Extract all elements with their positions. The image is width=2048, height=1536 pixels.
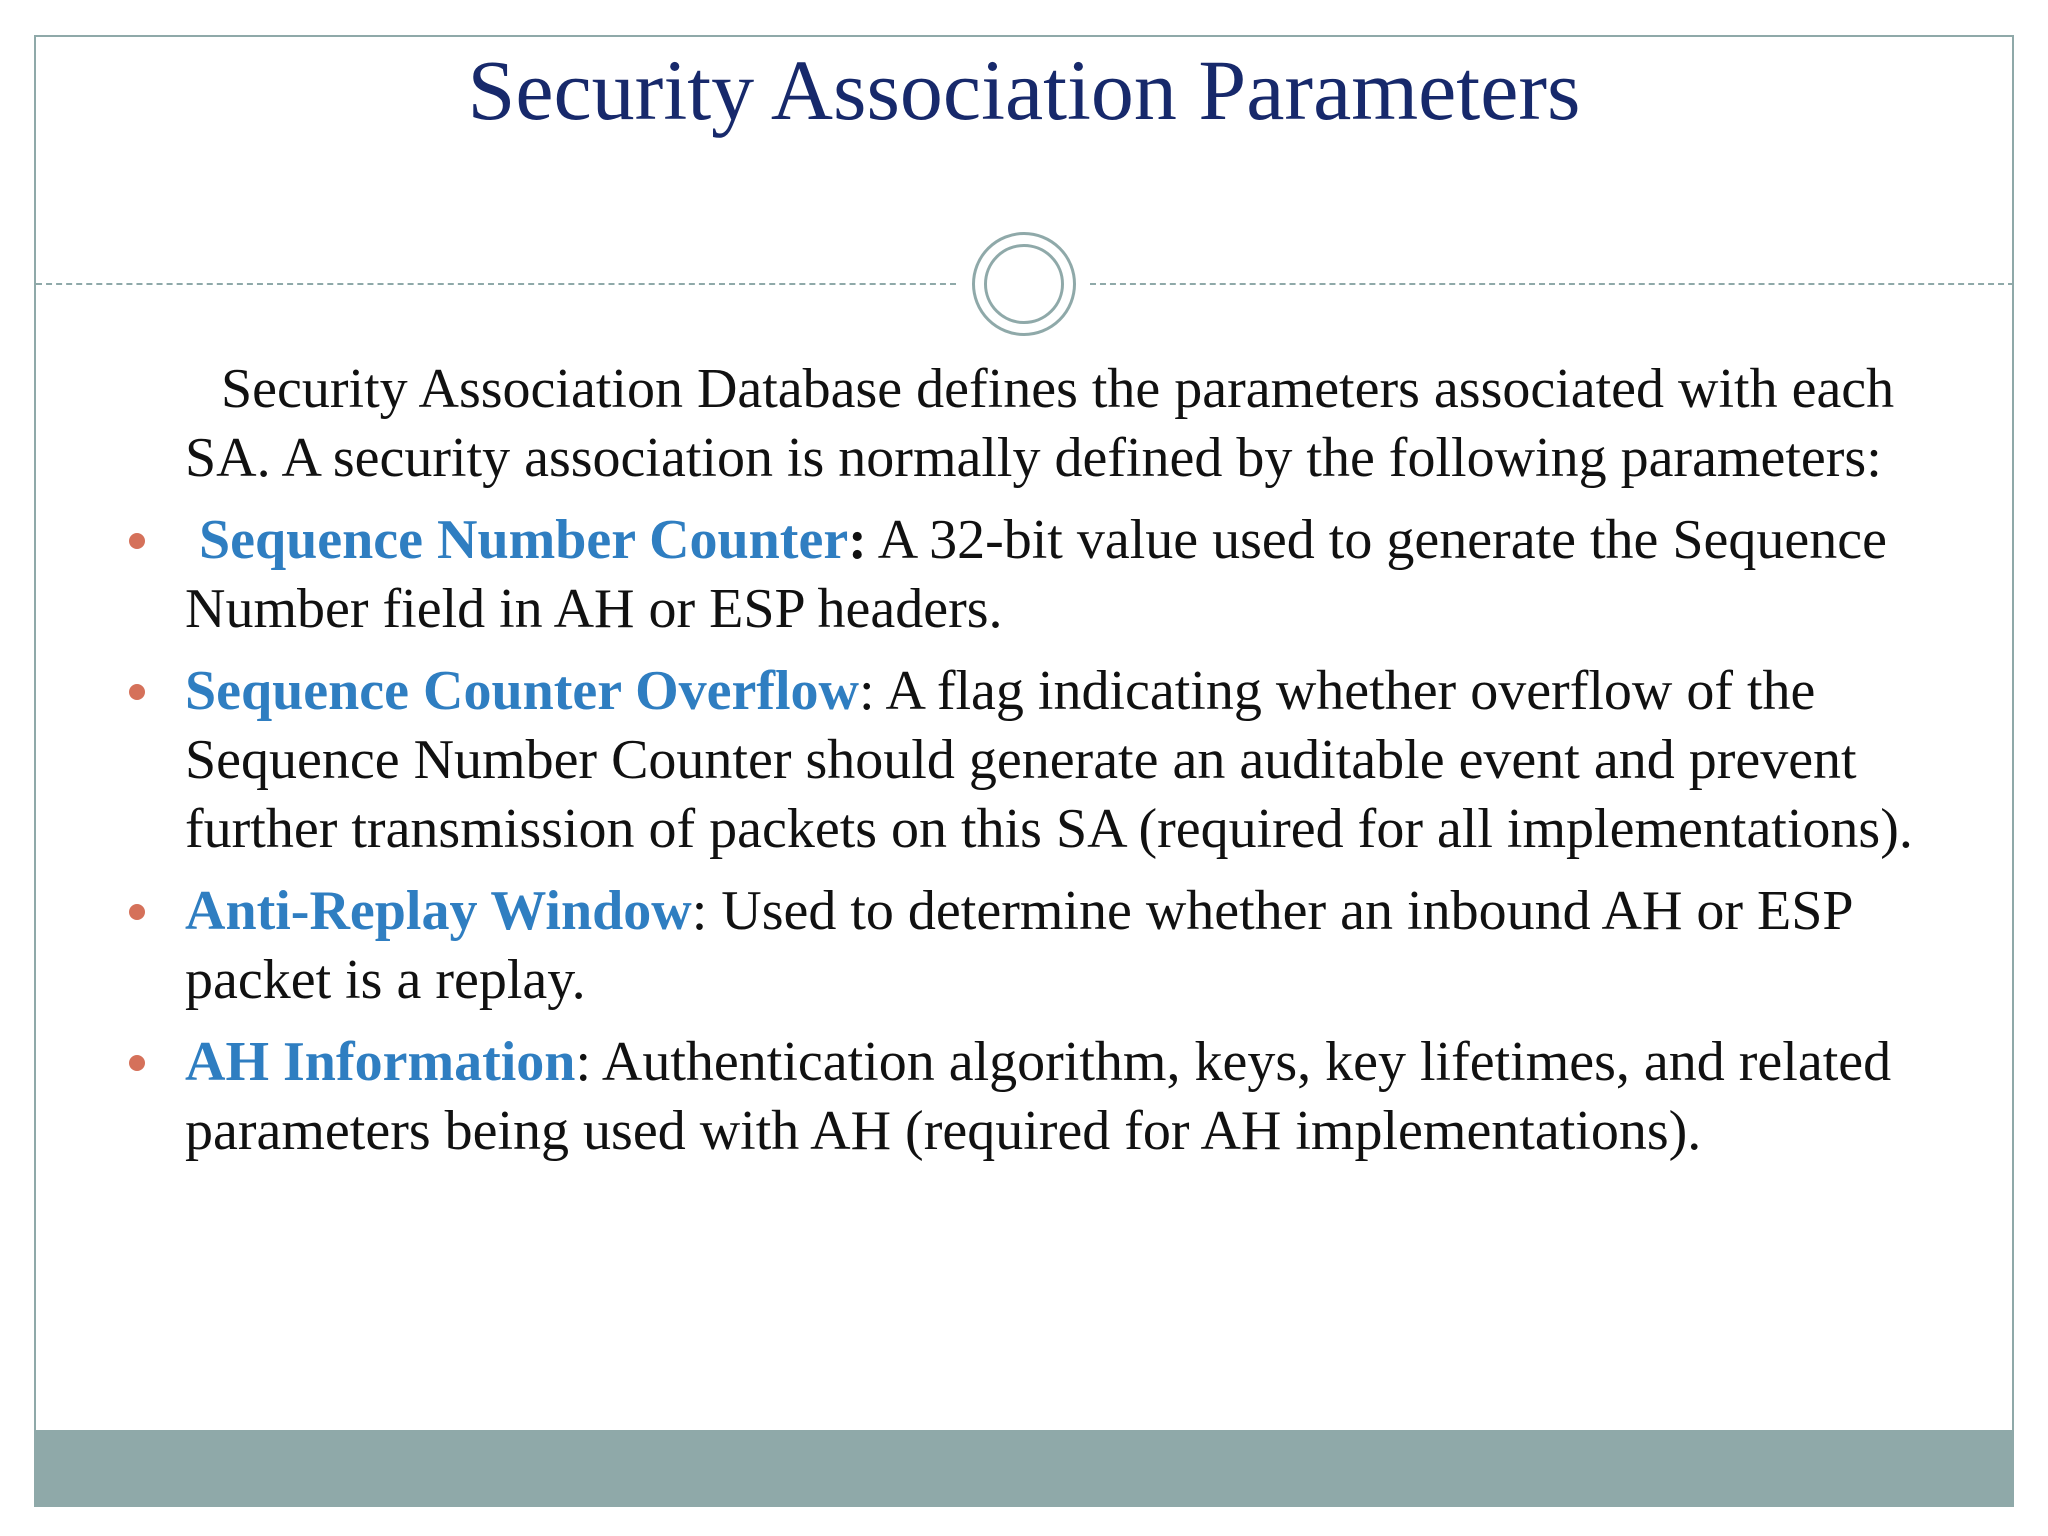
bullet-dot-icon [129, 533, 145, 549]
parameter-list [185, 506, 1925, 1166]
title-divider-left [36, 283, 956, 285]
title-divider-right [1090, 283, 2014, 285]
term-anti-replay-window: Anti-Replay Window [185, 880, 692, 942]
term-separator: : [848, 509, 867, 571]
definition-sequence-number-counter: A 32-bit value used to generate the Sequence Number field in AH or ESP headers. [185, 509, 1887, 640]
footer-bar [34, 1430, 2014, 1507]
list-item-anti-replay-window [185, 877, 1925, 1015]
definition-sequence-counter-overflow: A flag indicating whether overflow of the Sequence Number Counter should generate an auditable event and prevent further transmission of packets on this SA (required for all implementations). [185, 660, 1913, 860]
definition-anti-replay-window: Used to determine whether an inbound AH or ESP packet is a replay. [185, 880, 1852, 1011]
term-separator: : [859, 660, 875, 722]
term-separator: : [575, 1031, 592, 1093]
bullet-dot-icon [129, 1055, 145, 1071]
list-item-sequence-number-counter [185, 506, 1925, 644]
list-item-ah-information [185, 1028, 1925, 1166]
term-ah-information: AH Information [185, 1031, 576, 1093]
term-sequence-number-counter: Sequence Number Counter [199, 509, 849, 571]
slide-title: Security Association Parameters [467, 42, 1581, 138]
intro-paragraph: Security Association Database defines the parameters associated with each SA. A security association is normally defined by the following parameters: [185, 358, 1895, 489]
bullet-dot-icon [129, 684, 145, 700]
term-sequence-counter-overflow: Sequence Counter Overflow [185, 660, 859, 722]
term-separator: : [691, 880, 708, 942]
bullet-dot-icon [129, 904, 145, 920]
slide-body [185, 355, 1925, 1179]
list-item-sequence-counter-overflow [185, 657, 1925, 864]
definition-ah-information: Authentication algorithm, keys, key lifetimes, and related parameters being used with AH (required for AH implementations). [185, 1031, 1892, 1162]
divider-ring-inner-icon [984, 244, 1064, 324]
